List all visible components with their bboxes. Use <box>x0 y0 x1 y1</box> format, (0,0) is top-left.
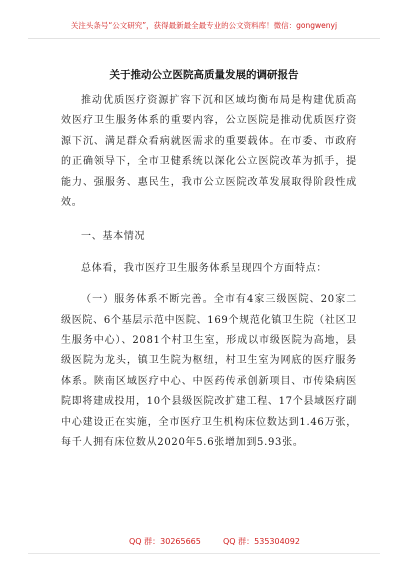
footer-qq-group-2: QQ 群：535304092 <box>223 537 300 546</box>
service-system-paragraph: （一）服务体系不断完善。全市有4家三级医院、20家二级医院、6个基层示范中医院、169个规范化镇卫生院（社区卫生服务中心）、2081个村卫生室，形成以市级医院为高地，县级医院为龙头，镇卫生院为枢纽，村卫生室为网底的医疗服务体系。陕南区域医疗中心、中医药传承创新项目、市传染病医院即将建成投用，10个县级医院改扩建工程、17个县域医疗副中心建设正在实施，全市医疗卫生机构床位数达到1.46万张，每千人拥有床位数从2020年5.6张增加到5.93张。 <box>61 294 357 449</box>
footer-qq-group-1: QQ 群：30265665 <box>129 537 201 546</box>
promo-banner: 关注头条号“公文研究”，获得最新最全最专业的公文资料库！微信：gongwenyj <box>70 21 338 30</box>
footer-divider <box>28 553 380 554</box>
section-heading-basic-situation: 一、基本情况 <box>81 231 146 243</box>
footer-contact <box>0 536 408 550</box>
document-body <box>61 91 357 454</box>
banner-divider <box>28 38 380 39</box>
document-title: 关于推动公立医院高质量发展的调研报告 <box>109 69 299 81</box>
overview-paragraph: 总体看，我市医疗卫生服务体系呈现四个方面特点： <box>81 262 328 274</box>
intro-paragraph: 推动优质医疗资源扩容下沉和区域均衡布局是构建优质高效医疗卫生服务体系的重要内容，公立医院是推动优质医疗资源下沉、满足群众看病就医需求的重要载体。在市委、市政府的正确领导下，全市卫健系统以深化公立医院改革为抓手，提能力、强服务、惠民生，我市公立医院改革发展取得阶段性成效。 <box>61 95 357 209</box>
